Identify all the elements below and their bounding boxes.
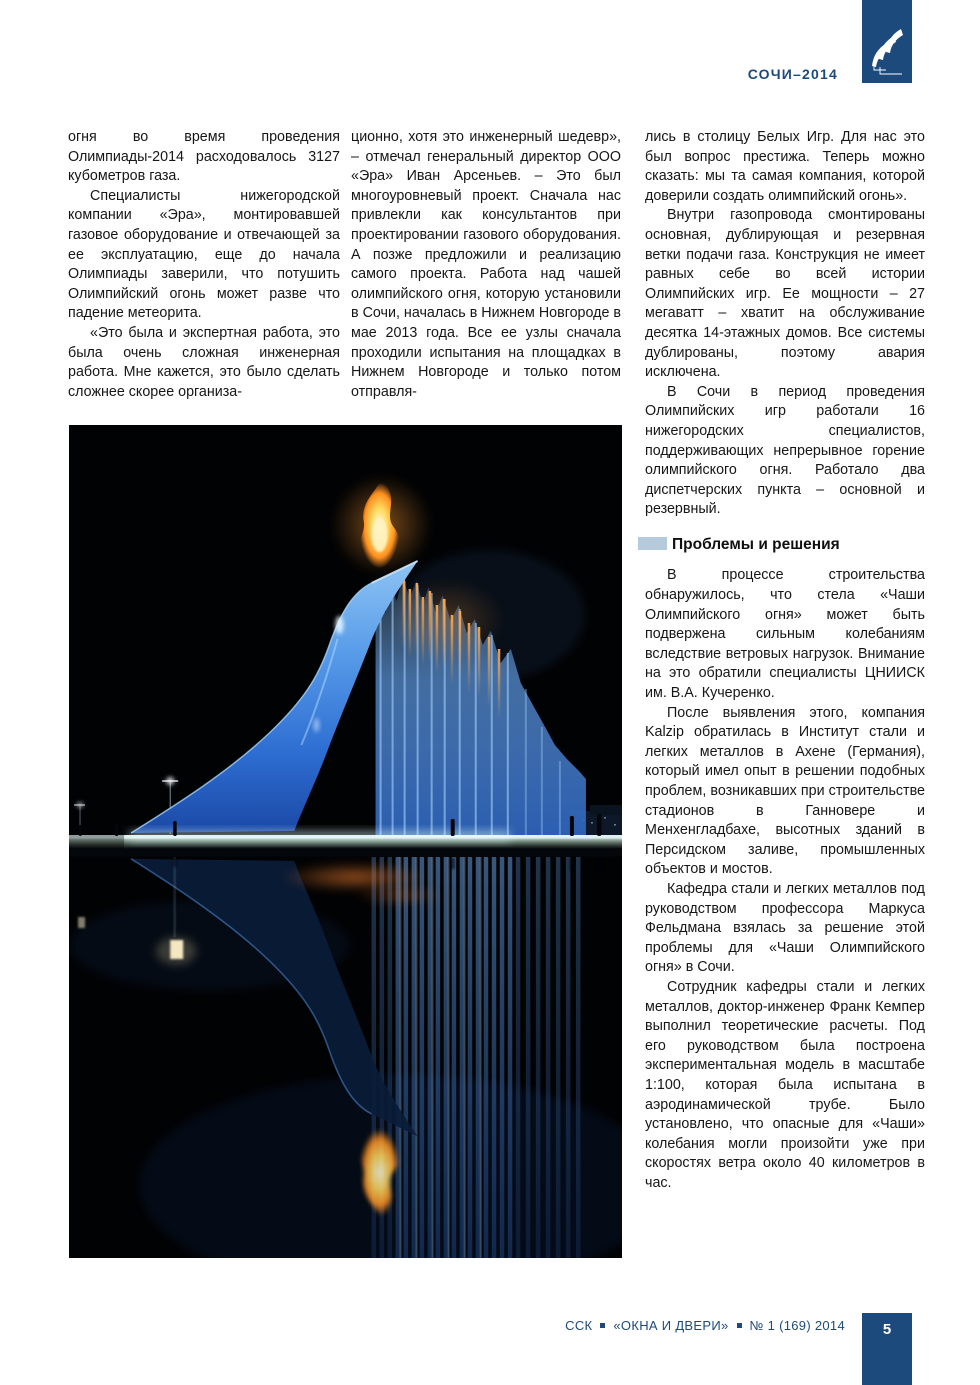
- body-paragraph: Сотрудник кафедры стали и легких металлов, доктор-инженер Франк Кемпер выполнил теоретические расчеты. Под его руководством была построена экспериментальная модель в масштабе 1:100, которая была испытана в аэродинамической трубе. Было установлено, что опасные для «Чаши» колебания могли произойти уже при скоростях ветра около 40 километров в час.: [645, 978, 925, 1191]
- page-number: 5: [882, 1321, 892, 1338]
- publisher-logo-icon: [862, 0, 912, 83]
- olympic-cauldron-photo: [69, 425, 622, 1258]
- body-paragraph: После выявления этого, компания Kalzip обратилась в Институт стали и легких металлов в Ахене (Германия), который имел опыт в решении подобных проблем, возникавших при строительстве стадионов в Ганновере и Менхенгладбахе, высотных зданий в Персидском заливе, промышленных объектов и мостов.: [645, 704, 925, 878]
- body-paragraph: Внутри газопровода смонтированы основная, дублирующая и резервная ветки подачи газа. Конструкция не имеет равных себе во всей истории Олимпийских игр. Ее мощности – 27 мегаватт – хватит на обслуживание десятка 14-этажных домов. Все системы дублированы, поэтому авария исключена.: [645, 207, 925, 381]
- body-paragraph: ционно, хотя это инженерный шедевр», – отмечал генеральный директор ООО «Эра» Иван Арсеньев. – Это был многоуровневый проект. Сначала нас привлекли как консультантов при проектировании газового оборудования. А позже предложили и реализацию самого проекта. Работа над чашей олимпийского огня, которую установили в Сочи, началась в Нижнем Новгороде в мае 2013 года. Все ее узлы сначала проходили испытания на площадках в Нижнем Новгороде и только потом отправля-: [351, 129, 621, 400]
- olympic-flame: [331, 475, 431, 575]
- body-paragraph: «Это была и экспертная работа, это была очень сложная инженерная работа. Мне кажется, это было сделать сложнее скорее организа-: [68, 324, 340, 400]
- section-heading-label: Проблемы и решения: [672, 535, 840, 553]
- olympic-cauldron-illustration: [69, 425, 622, 1258]
- body-paragraph: В Сочи в период проведения Олимпийских игр работали 16 нижегородских специалистов, поддерживающих непрерывное горение олимпийского огня. Работало два диспетчерских пункта – основной и резервный.: [645, 383, 925, 518]
- page-number-box: [862, 1313, 912, 1385]
- footer-line: [565, 1318, 845, 1333]
- section-heading: [645, 535, 925, 555]
- body-paragraph: В процессе строительства обнаружилось, что стела «Чаши Олимпийского огня» может быть подвержена сильным колебаниям вследствие ветровых нагрузок. Внимание на это обратили специалисты ЦНИИСК им. В.А. Кучеренко.: [645, 567, 925, 702]
- heading-marker-icon: [638, 537, 667, 550]
- text-column-3: [645, 128, 925, 1193]
- footer-issue: № 1 (169) 2014: [749, 1318, 845, 1333]
- section-kicker: СОЧИ–2014: [747, 66, 838, 82]
- body-paragraph: Специалисты нижегородской компании «Эра», монтировавшей газовое оборудование и отвечающей за ее эксплуатацию, еще до начала Олимпиады заверили, что потушить Олимпийский огонь может разве что падение метеорита.: [68, 187, 340, 322]
- text-column-2: [351, 128, 621, 402]
- footer-title: «ОКНА И ДВЕРИ»: [613, 1318, 729, 1333]
- text-column-1: [68, 128, 340, 402]
- footer-separator-icon: [737, 1323, 742, 1328]
- body-paragraph: Кафедра стали и легких металлов под руководством профессора Маркуса Фельдмана взялась за решение этой проблемы для «Чаши Олимпийского огня» в Сочи.: [645, 880, 925, 976]
- body-paragraph: лись в столицу Белых Игр. Для нас это был вопрос престижа. Теперь можно сказать: мы та самая компания, которой доверили создать олимпийский огонь».: [645, 129, 925, 204]
- footer-magazine: ССК: [565, 1318, 593, 1333]
- publisher-logo: [862, 0, 912, 83]
- footer-separator-icon: [600, 1323, 605, 1328]
- body-paragraph: огня во время проведения Олимпиады-2014 расходовалось 3127 кубометров газа.: [68, 129, 340, 185]
